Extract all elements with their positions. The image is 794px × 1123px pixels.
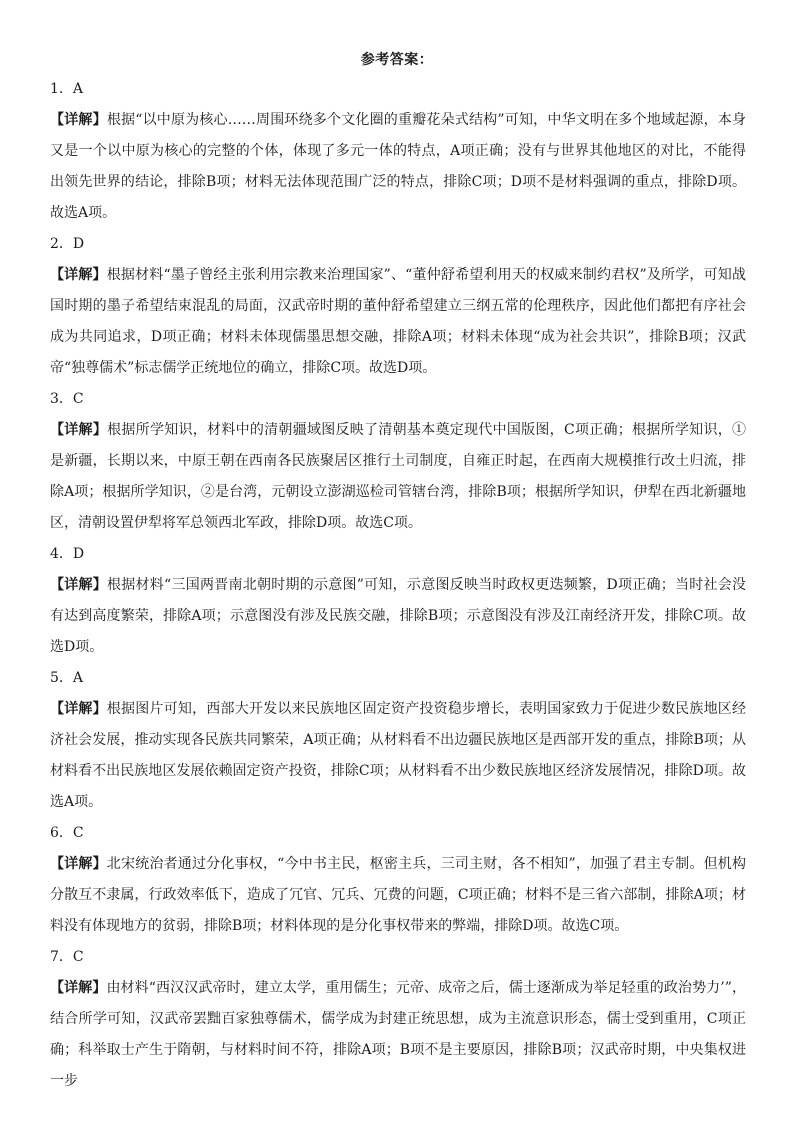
explanation-text: 根据材料“三国两晋南北朝时期的示意图”可知，示意图反映当时政权更迭频繁，D项正确；当时社会没有达到高度繁荣，排除A项；示意图没有涉及民族交融，排除B项；示意图没有涉及江南经济开发，排除C项。故选D项。 (50, 577, 747, 655)
detail-label: 【详解】 (50, 980, 107, 996)
explanation-text: 根据所学知识，材料中的清朝疆域图反映了清朝基本奠定现代中国版图，C项正确；根据所学知识，①是新疆，长期以来，中原王朝在西南各民族聚居区推行土司制度，自雍正时起，在西南大规模推行改土归流，排除A项；根据所学知识，②是台湾，元朝设立澎湖巡检司管辖台湾，排除B项；根据所学知识，伊犁在西北新疆地区，清朝设置伊犁将军总领西北军政，排除D项。故选C项。 (50, 422, 746, 531)
question-number: 7．C (50, 949, 84, 965)
answer-item-5 (50, 663, 746, 818)
question-number: 4．D (50, 546, 85, 562)
answer-list (50, 74, 746, 1097)
explanation-text: 根据材料“墨子曾经主张利用宗教来治理国家”、“董仲舒希望利用天的权威来制约君权”及所学，可知战国时期的墨子希望结束混乱的局面，汉武帝时期的董仲舒希望建立三纲五常的伦理秩序，因此他们都把有序社会成为共同追求，D项正确；材料未体现儒墨思想交融，排除A项；材料未体现“成为社会共识”，排除B项；汉武帝“独尊儒术”标志儒学正统地位的确立，排除C项。故选D项。 (50, 267, 746, 376)
explanation (50, 694, 746, 818)
explanation (50, 415, 746, 539)
explanation (50, 849, 746, 942)
answer-item-6 (50, 818, 746, 942)
detail-label: 【详解】 (50, 422, 108, 438)
detail-label: 【详解】 (50, 267, 107, 283)
question-number: 2．D (50, 236, 85, 252)
answer-item-2 (50, 229, 746, 384)
page-title: 参考答案： (360, 52, 434, 68)
answer-item-4 (50, 539, 746, 663)
question-number: 1．A (50, 81, 84, 97)
question-number: 6．C (50, 825, 84, 841)
detail-label: 【详解】 (50, 701, 107, 717)
answer-item-1 (50, 74, 746, 229)
explanation (50, 570, 746, 663)
explanation-text: 由材料“西汉汉武帝时，建立太学，重用儒生；元帝、成帝之后，儒士逐渐成为举足轻重的政治势力’”，结合所学可知，汉武帝罢黜百家独尊儒术，儒学成为封建正统思想，成为主流意识形态，儒士受到重用，C项正确；科举取士产生于隋朝，与材料时间不符，排除A项；B项不是主要原因，排除B项；汉武帝时期，中央集权进一步 (50, 980, 747, 1089)
detail-label: 【详解】 (50, 856, 107, 872)
question-number: 5．A (50, 670, 84, 686)
detail-label: 【详解】 (50, 577, 108, 593)
explanation (50, 260, 746, 384)
question-number: 3．C (50, 391, 84, 407)
answer-item-3 (50, 384, 746, 539)
answer-item-7 (50, 942, 746, 1097)
explanation (50, 973, 746, 1097)
explanation-text: 根据图片可知，西部大开发以来民族地区固定资产投资稳步增长，表明国家致力于促进少数民族地区经济社会发展，推动实现各民族共同繁荣，A项正确；从材料看不出边疆民族地区是西部开发的重点，排除B项；从材料看不出民族地区发展依赖固定资产投资，排除C项；从材料看不出少数民族地区经济发展情况，排除D项。故选A项。 (50, 701, 747, 810)
explanation-text: 根据“以中原为核心……周围环绕多个文化圈的重瓣花朵式结构”可知，中华文明在多个地域起源，本身又是一个以中原为核心的完整的个体，体现了多元一体的特点，A项正确；没有与世界其他地区的对比，不能得出领先世界的结论，排除B项；材料无法体现范围广泛的特点，排除C项；D项不是材料强调的重点，排除D项。故选A项。 (50, 112, 747, 221)
explanation-text: 北宋统治者通过分化事权，“今中书主民，枢密主兵，三司主财，各不相知”，加强了君主专制。但机构分散互不隶属，行政效率低下，造成了冗官、冗兵、冗费的问题，C项正确；材料不是三省六部制，排除A项；材料没有体现地方的贫弱，排除B项；材料体现的是分化事权带来的弊端，排除D项。故选C项。 (50, 856, 747, 934)
explanation (50, 105, 746, 229)
detail-label: 【详解】 (50, 112, 107, 128)
